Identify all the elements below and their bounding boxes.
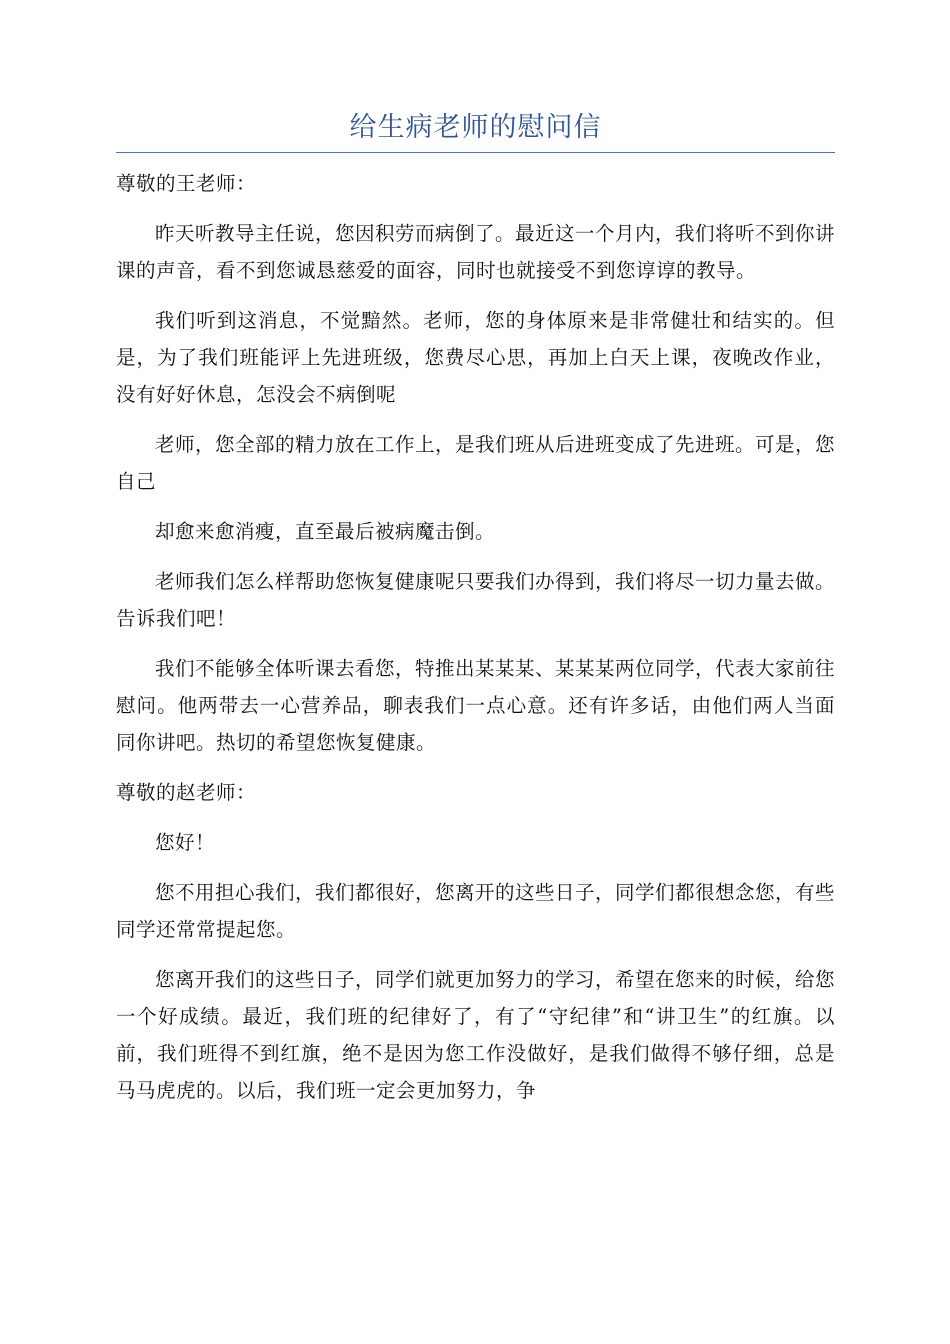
body-paragraph: 您离开我们的这些日子，同学们就更加努力的学习，希望在您来的时候，给您一个好成绩。最近，我们班的纪律好了，有了“守纪律”和“讲卫生”的红旗。以前，我们班得不到红旗，绝不是因为您工作没做好，是我们做得不够仔细，总是马马虎虎的。以后，我们班一定会更加努力，争 — [116, 968, 836, 1102]
body-paragraph: 昨天听教导主任说，您因积劳而病倒了。最近这一个月内，我们将听不到你讲课的声音，看不到您诚恳慈爱的面容，同时也就接受不到您谆谆的教导。 — [116, 222, 836, 282]
body-paragraph: 却愈来愈消瘦，直至最后被病魔击倒。 — [155, 520, 496, 543]
body-paragraph: 老师，您全部的精力放在工作上，是我们班从后进班变成了先进班。可是，您自己 — [116, 433, 836, 493]
title-underline — [116, 152, 835, 153]
body-paragraph: 我们不能够全体听课去看您，特推出某某某、某某某两位同学，代表大家前往慰问。他两带去一心营养品，聊表我们一点心意。还有许多话，由他们两人当面同你讲吧。热切的希望您恢复健康。 — [116, 657, 836, 754]
salutation-zhao: 尊敬的赵老师： — [116, 781, 257, 804]
body-paragraph: 我们听到这消息，不觉黯然。老师，您的身体原来是非常健壮和结实的。但是，为了我们班能评上先进班级，您费尽心思，再加上白天上课，夜晚改作业，没有好好休息，怎没会不病倒呢 — [116, 309, 835, 406]
greeting: 您好！ — [155, 831, 216, 854]
document-title: 给生病老师的慰问信 — [349, 112, 602, 143]
body-paragraph: 老师我们怎么样帮助您恢复健康呢只要我们办得到，我们将尽一切力量去做。告诉我们吧！ — [116, 570, 836, 630]
salutation-wang: 尊敬的王老师： — [116, 172, 257, 195]
document-page — [116, 108, 835, 1122]
body-paragraph: 您不用担心我们，我们都很好，您离开的这些日子，同学们都很想念您，有些同学还常常提起您。 — [116, 881, 836, 941]
